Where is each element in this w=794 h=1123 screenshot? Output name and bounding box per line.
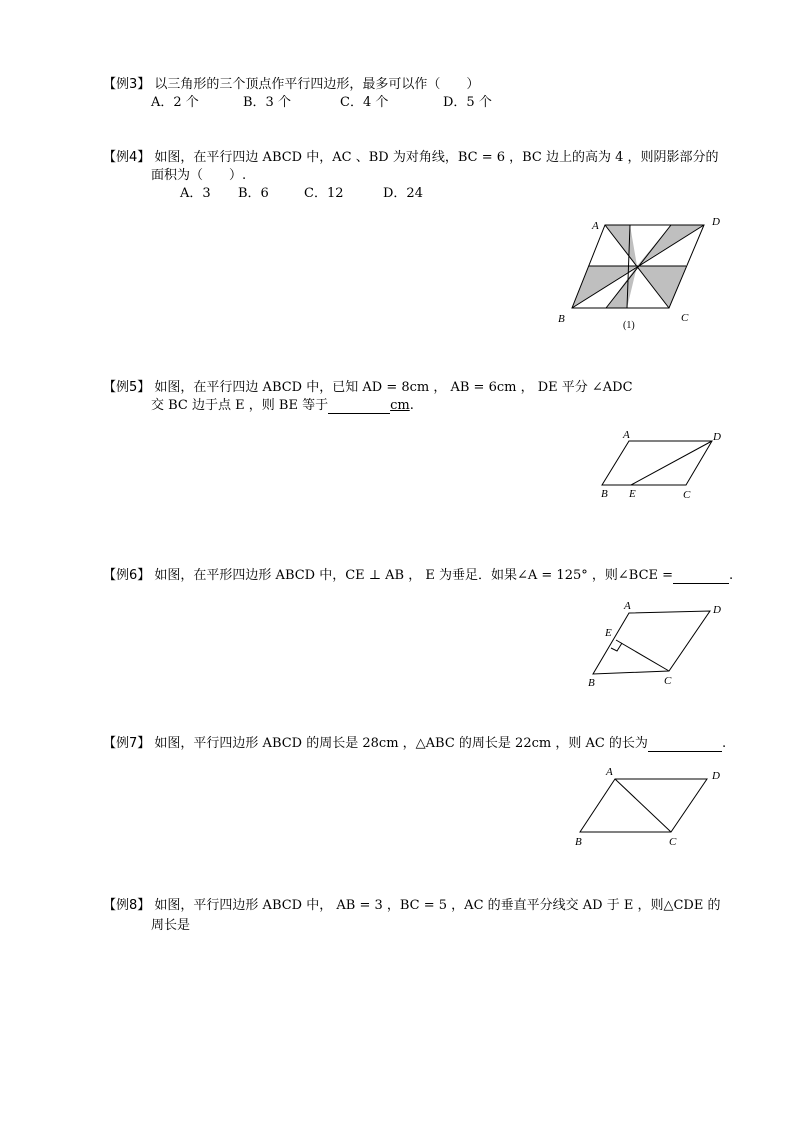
example-4-option-c: C．12 xyxy=(304,186,344,201)
example-4-tag: 【例4】 xyxy=(103,150,151,165)
label-a: A xyxy=(606,766,613,778)
example-6-tag: 【例6】 xyxy=(103,568,151,583)
example-3-tag: 【例3】 xyxy=(103,77,151,92)
label-c: C xyxy=(681,312,689,324)
label-e: E xyxy=(605,627,612,639)
label-b: B xyxy=(588,677,595,689)
figure-caption: (1) xyxy=(623,320,635,331)
label-d: D xyxy=(712,216,720,228)
label-a: A xyxy=(623,429,630,441)
example-3-option-b: B．3 个 xyxy=(243,95,291,110)
label-e: E xyxy=(629,488,636,500)
diagonal-ac xyxy=(615,779,671,832)
label-d: D xyxy=(713,431,721,443)
example-4-question-line-2: 面积为（ ）. xyxy=(151,168,247,183)
example-4-option-a: A．3 xyxy=(180,186,211,201)
example-3-option-c: C．4 个 xyxy=(340,95,389,110)
example-7-tag: 【例7】 xyxy=(103,736,151,751)
label-a: A xyxy=(624,600,631,612)
example-4-question-1: 如图，在平行四边 ABCD 中，AC 、BD 为对角线，BC = 6 ，BC 边上的高为 4 ，则阴影部分的 xyxy=(154,150,719,165)
example-5-question-1: 如图，在平行四边 ABCD 中，已知 AD = 8cm ， AB = 6cm ， DE 平分 ∠ADC xyxy=(154,380,633,395)
example-5-tag: 【例5】 xyxy=(103,380,151,395)
end-period: . xyxy=(721,736,727,751)
label-d: D xyxy=(712,770,720,782)
label-c: C xyxy=(683,489,691,501)
example-8-question-line-2: 周长是 xyxy=(151,918,191,933)
end-period: . xyxy=(409,398,414,413)
label-a: A xyxy=(592,220,599,232)
label-c: C xyxy=(669,836,677,848)
example-4-option-d: D．24 xyxy=(383,186,423,201)
label-d: D xyxy=(713,604,721,616)
unit-text: cm xyxy=(390,398,410,413)
example-3-question: 以三角形的三个顶点作平行四边形，最多可以作（ ） xyxy=(154,77,480,92)
label-b: B xyxy=(601,488,608,500)
example-7-question-1: 如图，平行四边形 ABCD 的周长是 28cm ，△ABC 的周长是 22cm ，则 AC 的长为 xyxy=(154,736,648,751)
label-c: C xyxy=(664,675,672,687)
label-b: B xyxy=(575,836,582,848)
example-4-option-b: B．6 xyxy=(238,186,269,201)
example-3-option-d: D．5 个 xyxy=(443,95,492,110)
example-8-question-1: 如图，平行四边形 ABCD 中， AB = 3 ，BC = 5 ，AC 的垂直平分线交 AD 于 E ，则△CDE 的 xyxy=(154,898,721,913)
example-6-question-1: 如图，在平形四边形 ABCD 中，CE ⊥ AB ， E 为垂足．如果∠A = 125° ，则∠BCE = xyxy=(154,568,674,583)
example-8-tag: 【例8】 xyxy=(103,898,151,913)
label-b: B xyxy=(558,313,565,325)
example-5-question-2: 交 BC 边于点 E ，则 BE 等于 xyxy=(151,398,329,413)
end-period: . xyxy=(729,568,734,583)
example-3-option-a: A．2 个 xyxy=(151,95,199,110)
example-8-question-line-1 xyxy=(103,898,720,914)
